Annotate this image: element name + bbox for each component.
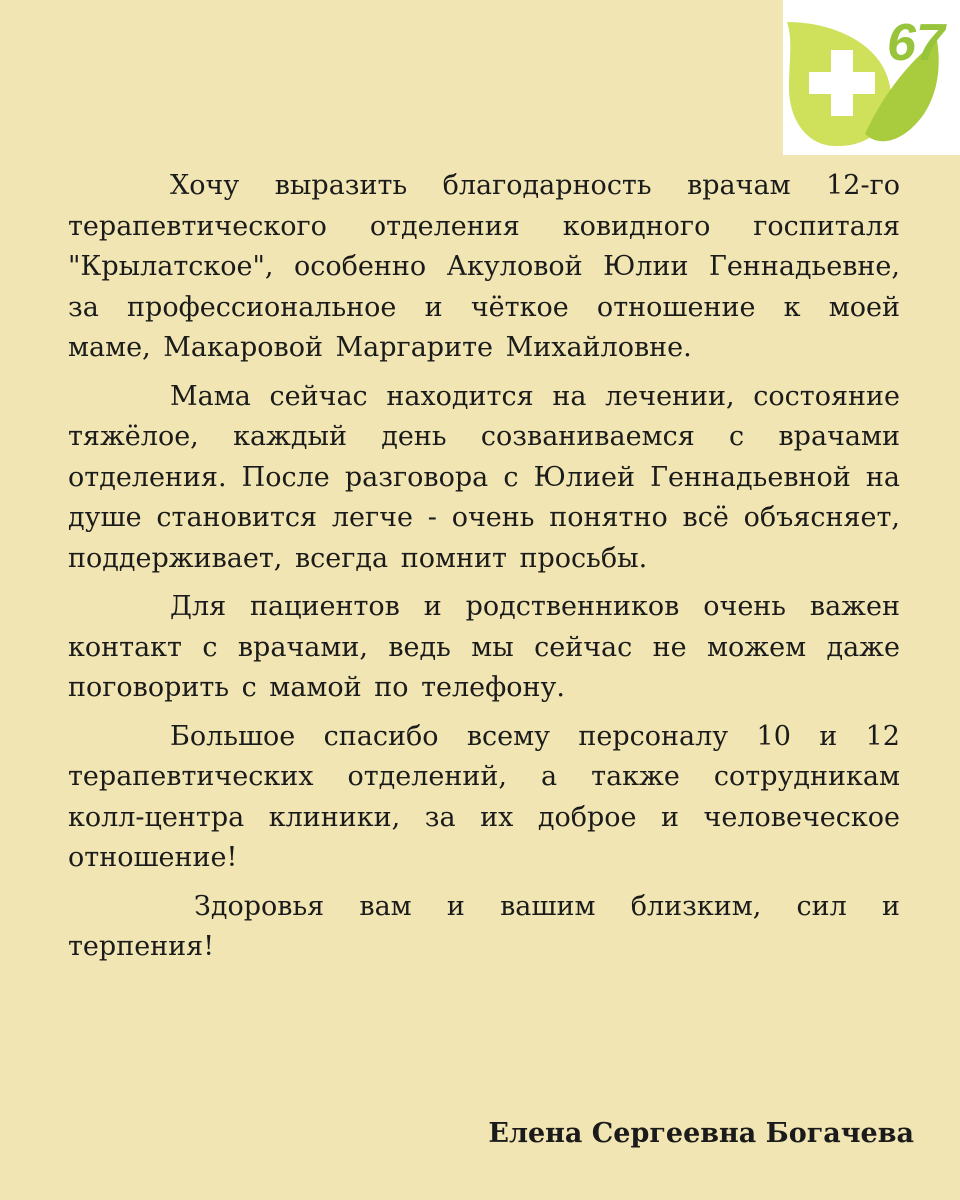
clinic-logo xyxy=(783,0,960,155)
letter-body xyxy=(68,166,900,976)
cross-horizontal-bar xyxy=(809,72,875,94)
letter-paragraph-1: Хочу выразить благодарность врачам 12-го терапевтического отделения ковидного госпиталя "Крылатское", особенно Акуловой Юлии Геннадьевне, за профессиональное и чёткое отношение к моей маме, Макаровой Маргарите Михайловне. xyxy=(68,170,900,363)
medical-cross-leaf-icon xyxy=(783,0,960,155)
letter-paragraph-3: Для пациентов и родственников очень важен контакт с врачами, ведь мы сейчас не можем даже поговорить с мамой по телефону. xyxy=(68,591,900,703)
logo-number: 67 xyxy=(887,14,945,72)
signature: Елена Сергеевна Богачева xyxy=(488,1118,914,1149)
letter-paragraph-4: Большое спасибо всему персоналу 10 и 12 терапевтических отделений, а также сотрудникам колл-центра клиники, за их доброе и человеческое отношение! xyxy=(68,720,900,873)
letter-paragraph-2: Мама сейчас находится на лечении, состояние тяжёлое, каждый день созваниваемся с врачами отделения. После разговора с Юлией Геннадьевной на душе становится легче - очень понятно всё объясняет, поддерживает, всегда помнит просьбы. xyxy=(68,380,900,574)
letter-paragraph-5: Здоровья вам и вашим близким, сил и терпения! xyxy=(68,890,900,962)
